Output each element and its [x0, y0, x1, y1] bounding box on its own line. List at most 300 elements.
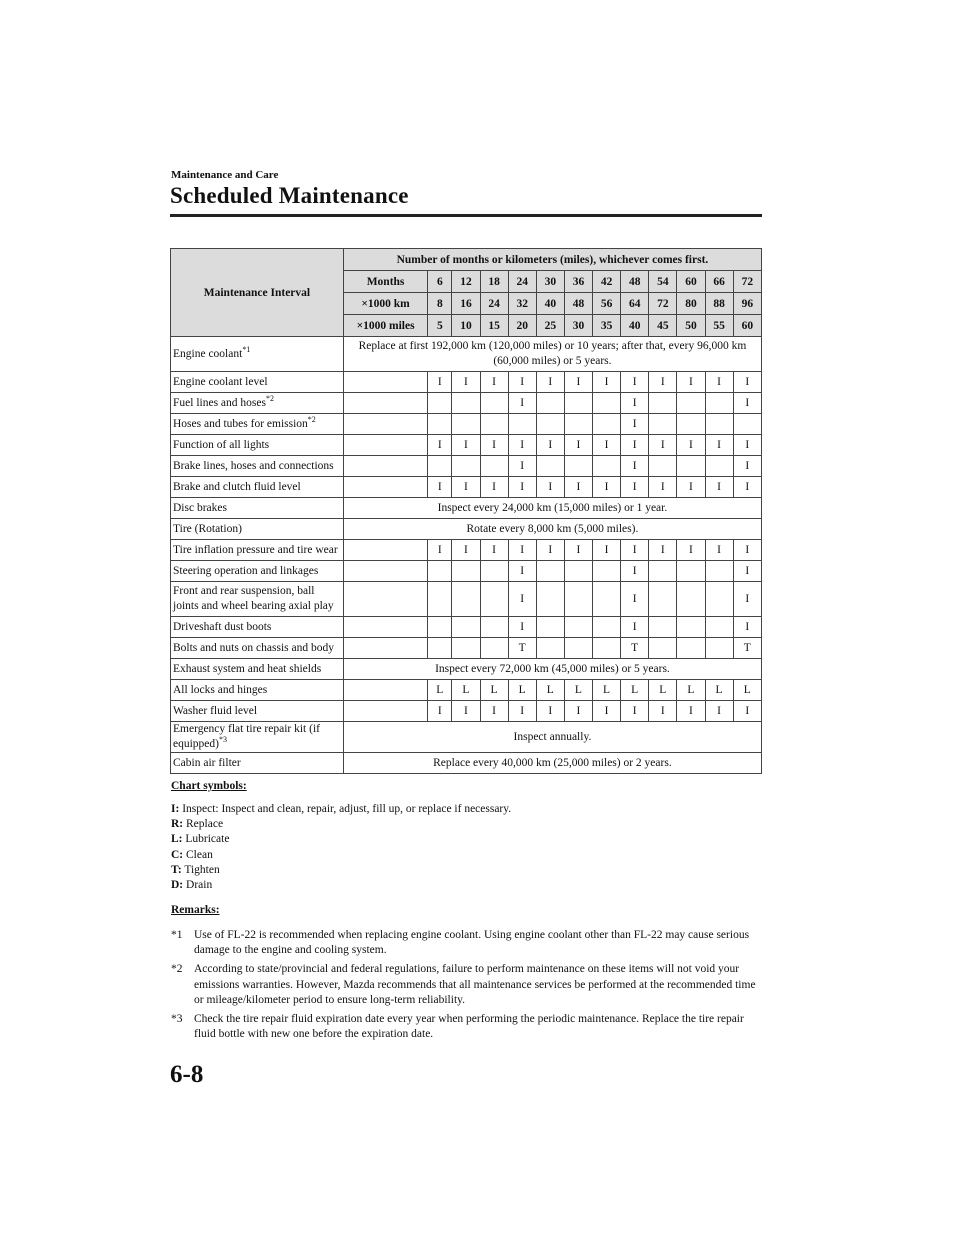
chart-symbol-code: C: [171, 848, 184, 861]
schedule-symbol-cell: I [677, 701, 705, 722]
months-value: 36 [564, 271, 592, 293]
schedule-symbol-cell [564, 414, 592, 435]
maintenance-item-label: Function of all lights [173, 438, 270, 451]
schedule-symbol-cell: I [480, 372, 508, 393]
schedule-symbol-cell [452, 393, 480, 414]
chart-symbol-code: D: [171, 879, 184, 892]
schedule-symbol-cell: I [508, 372, 536, 393]
maintenance-item-label: Steering operation and linkages [173, 564, 319, 577]
schedule-symbol-cell: I [428, 477, 452, 498]
schedule-symbol-cell [593, 638, 621, 659]
schedule-symbol-cell [705, 414, 733, 435]
schedule-symbol-cell [593, 617, 621, 638]
schedule-symbol-cell [428, 561, 452, 582]
schedule-symbol-cell [677, 617, 705, 638]
schedule-symbol-cell: I [508, 617, 536, 638]
months-value: 30 [536, 271, 564, 293]
schedule-symbol-cell [428, 414, 452, 435]
maintenance-item-cell [171, 372, 344, 393]
schedule-symbol-cell: I [536, 701, 564, 722]
chart-symbol-meaning: Lubricate [185, 833, 230, 846]
schedule-symbol-cell: I [508, 477, 536, 498]
maintenance-instruction: Rotate every 8,000 km (5,000 miles). [343, 519, 761, 540]
maintenance-item-label: Front and rear suspension, ball joints and wheel bearing axial play [173, 585, 334, 612]
table-row [171, 753, 762, 774]
schedule-symbol-cell: I [428, 701, 452, 722]
table-row [171, 638, 762, 659]
remark-marker: *1 [171, 929, 183, 941]
schedule-symbol-cell: I [536, 477, 564, 498]
chart-symbol-code: T: [171, 863, 182, 876]
maintenance-item-label: Driveshaft dust boots [173, 620, 272, 633]
miles-value: 45 [649, 315, 677, 337]
schedule-symbol-cell [593, 414, 621, 435]
schedule-symbol-cell [536, 617, 564, 638]
schedule-symbol-cell [677, 561, 705, 582]
schedule-symbol-cell: I [621, 477, 649, 498]
schedule-symbol-cell: I [593, 701, 621, 722]
schedule-symbol-cell: I [536, 540, 564, 561]
schedule-symbol-cell: I [480, 540, 508, 561]
schedule-symbol-cell [508, 414, 536, 435]
schedule-symbol-cell: L [452, 680, 480, 701]
schedule-symbol-cell [705, 617, 733, 638]
table-row [171, 519, 762, 540]
schedule-symbol-cell: T [621, 638, 649, 659]
km-value: 88 [705, 293, 733, 315]
schedule-symbol-cell: I [621, 372, 649, 393]
remark-text: Check the tire repair fluid expiration date every year when performing the periodic maintenance. Replace the tire repair fluid bottle with new one before the expiration date. [194, 1013, 744, 1041]
schedule-symbol-cell [677, 638, 705, 659]
schedule-symbol-cell: I [508, 540, 536, 561]
title-divider [170, 214, 762, 217]
schedule-symbol-cell: I [733, 456, 761, 477]
schedule-symbol-cell: I [508, 456, 536, 477]
maintenance-item-label: Bolts and nuts on chassis and body [173, 641, 334, 654]
schedule-symbol-cell: I [564, 477, 592, 498]
table-row [171, 393, 762, 414]
remark-text: Use of FL-22 is recommended when replacing engine coolant. Using engine coolant other than FL-22 may cause serious damage to the engine and cooling system. [194, 929, 750, 957]
schedule-symbol-cell: L [564, 680, 592, 701]
schedule-symbol-cell: I [733, 477, 761, 498]
schedule-symbol-cell [564, 617, 592, 638]
schedule-symbol-cell [452, 561, 480, 582]
chart-symbols-heading: Chart symbols: [171, 780, 247, 792]
schedule-symbol-cell: L [733, 680, 761, 701]
schedule-symbol-cell: L [593, 680, 621, 701]
schedule-symbol-cell: I [621, 617, 649, 638]
chart-symbol-item [171, 878, 511, 893]
schedule-symbol-cell: I [705, 477, 733, 498]
interval-span-header: Number of months or kilometers (miles), whichever comes first. [343, 249, 761, 271]
interval-label-spacer [343, 372, 427, 393]
schedule-symbol-cell [480, 414, 508, 435]
schedule-symbol-cell: I [536, 435, 564, 456]
schedule-symbol-cell [705, 582, 733, 617]
chart-symbol-meaning: Clean [186, 848, 213, 861]
maintenance-item-cell [171, 393, 344, 414]
interval-label-spacer [343, 540, 427, 561]
schedule-symbol-cell: I [733, 561, 761, 582]
miles-value: 30 [564, 315, 592, 337]
maintenance-item-label: All locks and hinges [173, 683, 268, 696]
schedule-symbol-cell: I [508, 701, 536, 722]
schedule-symbol-cell: I [705, 372, 733, 393]
schedule-symbol-cell [649, 617, 677, 638]
maintenance-item-cell [171, 519, 344, 540]
chart-symbols-list [171, 802, 511, 893]
interval-label-spacer [343, 456, 427, 477]
schedule-symbol-cell [452, 456, 480, 477]
schedule-symbol-cell [536, 414, 564, 435]
schedule-symbol-cell: T [508, 638, 536, 659]
maintenance-instruction: Replace at first 192,000 km (120,000 miles) or 10 years; after that, every 96,000 km (60,000 miles) or 5 years. [343, 337, 761, 372]
km-value: 8 [428, 293, 452, 315]
maintenance-item-label: Exhaust system and heat shields [173, 662, 322, 675]
maintenance-item-label: Engine coolant [173, 347, 243, 360]
schedule-symbol-cell [428, 638, 452, 659]
schedule-symbol-cell [480, 393, 508, 414]
km-value: 40 [536, 293, 564, 315]
section-label: Maintenance and Care [171, 169, 279, 181]
page-title: Scheduled Maintenance [170, 183, 409, 208]
chart-symbol-code: I: [171, 803, 180, 815]
miles-label: ×1000 miles [343, 315, 427, 337]
schedule-symbol-cell: I [428, 540, 452, 561]
schedule-symbol-cell: I [621, 561, 649, 582]
remark-marker: *2 [171, 963, 183, 976]
schedule-symbol-cell: I [480, 477, 508, 498]
schedule-symbol-cell: T [733, 638, 761, 659]
interval-label-spacer [343, 393, 427, 414]
chart-symbol-meaning: Tighten [184, 863, 220, 876]
table-row [171, 414, 762, 435]
months-value: 42 [593, 271, 621, 293]
table-row [171, 477, 762, 498]
schedule-symbol-cell [452, 582, 480, 617]
schedule-symbol-cell [452, 638, 480, 659]
chart-symbol-meaning: Replace [186, 818, 224, 831]
table-row [171, 337, 762, 372]
months-value: 18 [480, 271, 508, 293]
chart-symbol-item [171, 802, 511, 817]
miles-value: 40 [621, 315, 649, 337]
schedule-symbol-cell [705, 561, 733, 582]
interval-label-spacer [343, 561, 427, 582]
interval-label-spacer [343, 414, 427, 435]
remarks-list [171, 928, 761, 1046]
maintenance-item-label: Emergency flat tire repair kit (if equipped) [173, 723, 320, 750]
schedule-symbol-cell [480, 456, 508, 477]
schedule-symbol-cell: I [733, 617, 761, 638]
schedule-symbol-cell: I [677, 435, 705, 456]
schedule-symbol-cell: I [705, 540, 733, 561]
maintenance-item-cell [171, 582, 344, 617]
maintenance-interval-header: Maintenance Interval [171, 249, 344, 337]
schedule-symbol-cell: I [428, 372, 452, 393]
schedule-symbol-cell: I [621, 701, 649, 722]
schedule-symbol-cell: I [564, 372, 592, 393]
schedule-symbol-cell [649, 414, 677, 435]
schedule-symbol-cell: I [508, 582, 536, 617]
schedule-symbol-cell [593, 393, 621, 414]
schedule-symbol-cell: I [621, 435, 649, 456]
maintenance-item-cell [171, 638, 344, 659]
table-row [171, 722, 762, 753]
schedule-symbol-cell [564, 393, 592, 414]
interval-label-spacer [343, 435, 427, 456]
maintenance-item-cell [171, 701, 344, 722]
schedule-symbol-cell: I [677, 372, 705, 393]
schedule-symbol-cell: I [428, 435, 452, 456]
schedule-symbol-cell: I [677, 540, 705, 561]
miles-value: 35 [593, 315, 621, 337]
schedule-symbol-cell [649, 561, 677, 582]
footnote-marker: *1 [242, 344, 251, 354]
interval-label-spacer [343, 638, 427, 659]
km-value: 32 [508, 293, 536, 315]
remark-item [171, 962, 761, 1008]
maintenance-item-label: Tire inflation pressure and tire wear [173, 543, 338, 556]
miles-value: 25 [536, 315, 564, 337]
maintenance-instruction: Inspect every 24,000 km (15,000 miles) or 1 year. [343, 498, 761, 519]
schedule-symbol-cell [593, 456, 621, 477]
schedule-symbol-cell: I [649, 372, 677, 393]
table-row [171, 582, 762, 617]
km-value: 16 [452, 293, 480, 315]
maintenance-instruction: Inspect every 72,000 km (45,000 miles) or 5 years. [343, 659, 761, 680]
schedule-symbol-cell [649, 638, 677, 659]
schedule-symbol-cell: I [480, 701, 508, 722]
interval-label-spacer [343, 701, 427, 722]
schedule-symbol-cell: I [621, 582, 649, 617]
schedule-symbol-cell: I [593, 372, 621, 393]
schedule-symbol-cell: L [705, 680, 733, 701]
chart-symbol-item [171, 832, 511, 847]
schedule-symbol-cell: L [621, 680, 649, 701]
schedule-symbol-cell [536, 456, 564, 477]
schedule-symbol-cell: I [677, 477, 705, 498]
schedule-symbol-cell [649, 456, 677, 477]
remark-text: According to state/provincial and federal regulations, failure to perform maintenance on these items will not void your emissions warranties. However, Mazda recommends that all maintenance services be performed at the recommended time or mileage/kilometer period to ensure long-term reliability. [194, 963, 756, 1006]
schedule-symbol-cell: I [733, 435, 761, 456]
schedule-symbol-cell: I [649, 435, 677, 456]
maintenance-item-label: Hoses and tubes for emission [173, 417, 308, 430]
schedule-symbol-cell: I [733, 540, 761, 561]
maintenance-instruction: Inspect annually. [343, 722, 761, 753]
chart-symbol-item [171, 817, 511, 832]
page-number: 6-8 [170, 1061, 204, 1088]
remark-item [171, 928, 761, 958]
schedule-symbol-cell: I [733, 393, 761, 414]
schedule-symbol-cell: I [705, 701, 733, 722]
months-value: 54 [649, 271, 677, 293]
schedule-symbol-cell: I [733, 582, 761, 617]
maintenance-item-cell [171, 659, 344, 680]
schedule-symbol-cell: I [649, 701, 677, 722]
schedule-symbol-cell: I [452, 477, 480, 498]
schedule-symbol-cell: L [428, 680, 452, 701]
schedule-symbol-cell: I [508, 435, 536, 456]
miles-value: 60 [733, 315, 761, 337]
schedule-symbol-cell [428, 393, 452, 414]
interval-label-spacer [343, 680, 427, 701]
table-row [171, 435, 762, 456]
footnote-marker: *3 [218, 735, 227, 744]
km-value: 96 [733, 293, 761, 315]
remark-marker: *3 [171, 1013, 183, 1026]
maintenance-item-cell [171, 337, 344, 372]
km-value: 80 [677, 293, 705, 315]
remark-item [171, 1012, 761, 1042]
schedule-symbol-cell: I [452, 540, 480, 561]
schedule-symbol-cell [593, 561, 621, 582]
remarks-heading: Remarks: [171, 904, 220, 916]
schedule-symbol-cell [428, 582, 452, 617]
maintenance-item-label: Fuel lines and hoses [173, 396, 266, 409]
schedule-symbol-cell [705, 638, 733, 659]
maintenance-item-cell [171, 477, 344, 498]
schedule-symbol-cell [677, 582, 705, 617]
schedule-symbol-cell: I [621, 540, 649, 561]
schedule-symbol-cell: I [649, 540, 677, 561]
schedule-symbol-cell [677, 456, 705, 477]
table-row [171, 659, 762, 680]
schedule-symbol-cell [677, 414, 705, 435]
chart-symbol-meaning: Drain [186, 879, 213, 892]
maintenance-item-cell [171, 722, 344, 753]
chart-symbol-code: R: [171, 818, 184, 831]
schedule-symbol-cell: I [536, 372, 564, 393]
schedule-symbol-cell [452, 414, 480, 435]
schedule-symbol-cell [480, 561, 508, 582]
schedule-symbol-cell [480, 582, 508, 617]
schedule-symbol-cell [536, 638, 564, 659]
maintenance-item-label: Washer fluid level [173, 704, 258, 717]
schedule-symbol-cell [677, 393, 705, 414]
schedule-symbol-cell: I [621, 456, 649, 477]
schedule-symbol-cell [649, 582, 677, 617]
schedule-symbol-cell: I [621, 414, 649, 435]
maintenance-item-cell [171, 540, 344, 561]
maintenance-item-cell [171, 456, 344, 477]
schedule-symbol-cell: L [508, 680, 536, 701]
schedule-symbol-cell: I [480, 435, 508, 456]
schedule-symbol-cell: L [536, 680, 564, 701]
km-value: 72 [649, 293, 677, 315]
schedule-symbol-cell [649, 393, 677, 414]
maintenance-schedule-table [170, 248, 762, 774]
schedule-symbol-cell: I [564, 540, 592, 561]
schedule-symbol-cell: I [649, 477, 677, 498]
miles-value: 50 [677, 315, 705, 337]
schedule-symbol-cell: I [508, 393, 536, 414]
schedule-symbol-cell: I [508, 561, 536, 582]
schedule-symbol-cell: I [452, 372, 480, 393]
table-row [171, 540, 762, 561]
schedule-symbol-cell [480, 617, 508, 638]
months-value: 6 [428, 271, 452, 293]
km-value: 48 [564, 293, 592, 315]
schedule-symbol-cell [428, 456, 452, 477]
schedule-symbol-cell [452, 617, 480, 638]
schedule-symbol-cell: I [733, 701, 761, 722]
schedule-symbol-cell: I [621, 393, 649, 414]
maintenance-item-label: Tire (Rotation) [173, 522, 242, 535]
miles-value: 15 [480, 315, 508, 337]
maintenance-item-cell [171, 680, 344, 701]
table-row [171, 617, 762, 638]
maintenance-item-label: Engine coolant level [173, 375, 268, 388]
schedule-symbol-cell [428, 617, 452, 638]
km-label: ×1000 km [343, 293, 427, 315]
months-value: 12 [452, 271, 480, 293]
miles-value: 20 [508, 315, 536, 337]
table-row [171, 701, 762, 722]
maintenance-item-cell [171, 414, 344, 435]
km-value: 56 [593, 293, 621, 315]
footnote-marker: *2 [307, 414, 316, 424]
chart-symbol-meaning: Inspect: Inspect and clean, repair, adjust, fill up, or replace if necessary. [182, 803, 512, 815]
schedule-symbol-cell: L [677, 680, 705, 701]
schedule-symbol-cell: I [705, 435, 733, 456]
maintenance-item-cell [171, 753, 344, 774]
table-row [171, 680, 762, 701]
maintenance-instruction: Replace every 40,000 km (25,000 miles) or 2 years. [343, 753, 761, 774]
maintenance-item-cell [171, 617, 344, 638]
schedule-symbol-cell: L [649, 680, 677, 701]
schedule-symbol-cell [564, 638, 592, 659]
schedule-symbol-cell [480, 638, 508, 659]
schedule-symbol-cell [593, 582, 621, 617]
schedule-symbol-cell: I [564, 435, 592, 456]
schedule-symbol-cell [536, 561, 564, 582]
months-value: 66 [705, 271, 733, 293]
schedule-symbol-cell [536, 582, 564, 617]
km-value: 24 [480, 293, 508, 315]
maintenance-item-label: Cabin air filter [173, 756, 241, 769]
chart-symbol-item [171, 848, 511, 863]
schedule-symbol-cell: I [564, 701, 592, 722]
maintenance-item-label: Brake lines, hoses and connections [173, 459, 334, 472]
interval-label-spacer [343, 617, 427, 638]
schedule-symbol-cell [536, 393, 564, 414]
miles-value: 55 [705, 315, 733, 337]
months-label: Months [343, 271, 427, 293]
maintenance-item-label: Brake and clutch fluid level [173, 480, 301, 493]
months-value: 48 [621, 271, 649, 293]
chart-symbol-item [171, 863, 511, 878]
km-value: 64 [621, 293, 649, 315]
schedule-symbol-cell: I [593, 540, 621, 561]
interval-label-spacer [343, 582, 427, 617]
miles-value: 10 [452, 315, 480, 337]
footnote-marker: *2 [265, 393, 274, 403]
schedule-symbol-cell: L [480, 680, 508, 701]
months-value: 72 [733, 271, 761, 293]
schedule-symbol-cell [564, 456, 592, 477]
schedule-symbol-cell [564, 582, 592, 617]
table-row [171, 561, 762, 582]
schedule-symbol-cell: I [733, 372, 761, 393]
maintenance-item-cell [171, 435, 344, 456]
schedule-symbol-cell [705, 393, 733, 414]
schedule-symbol-cell: I [452, 435, 480, 456]
schedule-symbol-cell: I [452, 701, 480, 722]
table-row [171, 372, 762, 393]
maintenance-item-cell [171, 498, 344, 519]
months-value: 24 [508, 271, 536, 293]
